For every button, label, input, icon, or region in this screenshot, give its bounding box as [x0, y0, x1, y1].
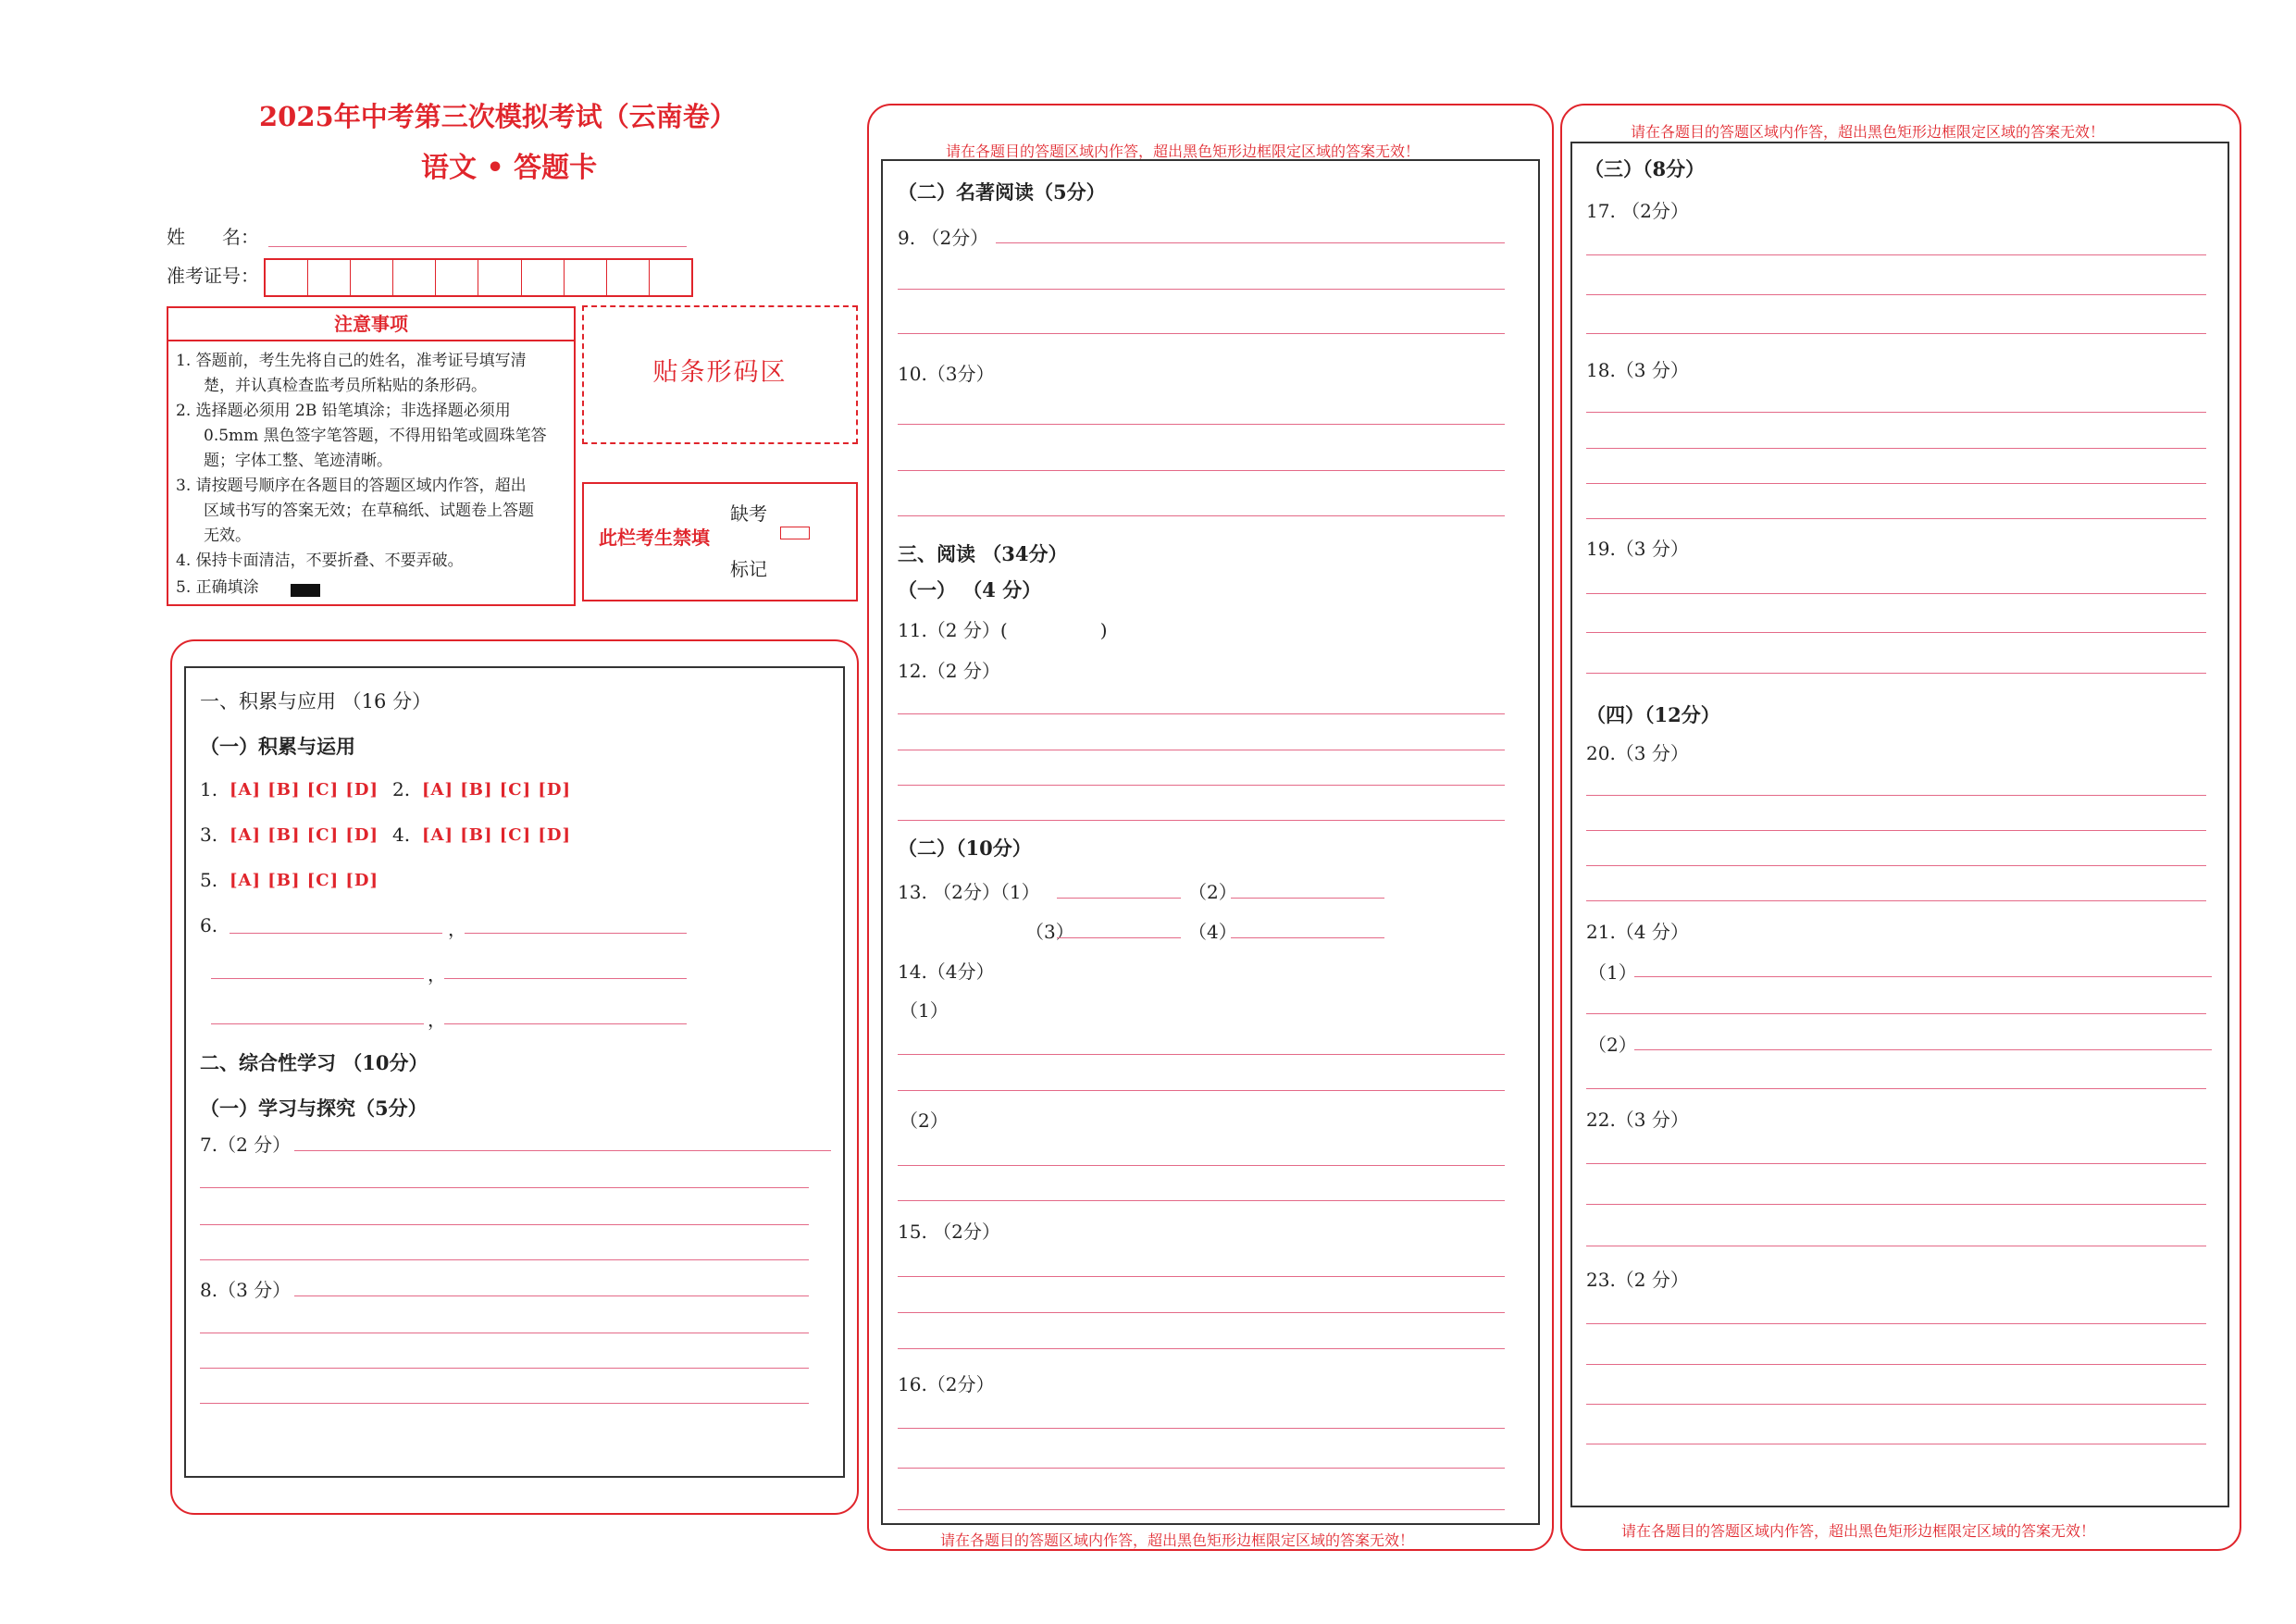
question-label: 18.（3 分）	[1586, 359, 1689, 381]
question-label: 8.（3 分）	[200, 1279, 292, 1301]
answer-line[interactable]	[1057, 898, 1181, 899]
answer-line[interactable]	[1586, 900, 2206, 901]
answer-line[interactable]	[898, 1348, 1505, 1349]
id-digit-box[interactable]	[522, 260, 565, 295]
id-digit-box[interactable]	[478, 260, 521, 295]
answer-line[interactable]	[1586, 483, 2206, 484]
answer-line[interactable]	[1586, 795, 2206, 796]
filled-mark-sample	[291, 584, 320, 597]
notice-item: 3. 请按题号顺序在各题目的答题区域内作答，超出	[176, 477, 527, 495]
answer-line[interactable]	[1586, 830, 2206, 831]
answer-line[interactable]	[1586, 333, 2206, 334]
question-label: 14.（4分）	[898, 961, 995, 983]
answer-line[interactable]	[996, 242, 1505, 243]
question-label: 13. （2分）（1）	[898, 881, 1040, 903]
section-heading: 三、阅读 （34分）	[898, 542, 1068, 565]
answer-frame-3	[1570, 142, 2229, 1507]
answer-line[interactable]	[211, 1023, 424, 1024]
notice-box	[167, 306, 576, 606]
answer-line[interactable]	[898, 713, 1505, 714]
answer-line[interactable]	[1231, 898, 1384, 899]
id-digit-box[interactable]	[436, 260, 478, 295]
answer-line[interactable]	[1586, 1204, 2206, 1205]
comma: ，	[448, 918, 466, 940]
comma: ，	[428, 1009, 446, 1031]
answer-line[interactable]	[898, 820, 1505, 821]
question-label: 20.（3 分）	[1586, 742, 1689, 764]
page-subtitle: 语文 • 答题卡	[421, 152, 598, 184]
question-label: 19.（3 分）	[1586, 538, 1689, 560]
choice-options[interactable]: [A] [B] [C] [D]	[230, 780, 379, 800]
boundary-warning: 请在各题目的答题区域内作答，超出黑色矩形边框限定区域的答案无效！	[1631, 123, 2105, 141]
sub-part-label: （4）	[1188, 921, 1237, 943]
page-title: 2025年中考第三次模拟考试（云南卷）	[259, 101, 737, 132]
answer-line[interactable]	[1586, 1364, 2206, 1365]
answer-line[interactable]	[898, 1312, 1505, 1313]
notice-item: 4. 保持卡面清洁，不要折叠、不要弄破。	[176, 552, 464, 570]
answer-line[interactable]	[898, 424, 1505, 425]
question-number: 3.	[200, 824, 218, 846]
notice-item: 0.5mm 黑色签字笔答题，不得用铅笔或圆珠笔答	[204, 427, 547, 445]
boundary-warning: 请在各题目的答题区域内作答，超出黑色矩形边框限定区域的答案无效！	[1621, 1522, 2096, 1540]
absent-bottom-text: 标记	[730, 558, 767, 580]
exam-id-label: 准考证号：	[167, 265, 259, 287]
answer-line[interactable]	[898, 1276, 1505, 1277]
question-label: 9. （2分）	[898, 227, 989, 249]
sub-part-label: （2）	[900, 1110, 949, 1132]
answer-line[interactable]	[898, 785, 1505, 786]
answer-line[interactable]	[898, 470, 1505, 471]
id-digit-box[interactable]	[393, 260, 436, 295]
section-heading: 一、积累与应用 （16 分）	[200, 690, 432, 713]
question-label: 16.（2分）	[898, 1373, 995, 1395]
id-digit-box[interactable]	[607, 260, 650, 295]
notice-item: 楚，并认真检查监考员所粘贴的条形码。	[204, 377, 487, 395]
choice-options[interactable]: [A] [B] [C] [D]	[422, 780, 572, 800]
section-subheading: （三）（8分）	[1584, 157, 1706, 180]
name-input-line[interactable]	[268, 246, 687, 247]
answer-line[interactable]	[898, 1428, 1505, 1429]
sub-part-label: （2）	[1188, 881, 1237, 903]
answer-line[interactable]	[1586, 518, 2206, 519]
answer-line[interactable]	[1586, 632, 2206, 633]
barcode-label: 贴条形码区	[652, 358, 788, 387]
id-digit-box[interactable]	[351, 260, 393, 295]
answer-line[interactable]	[200, 1403, 809, 1404]
absent-box	[582, 482, 858, 601]
question-label: 12.（2 分）	[898, 660, 1000, 682]
answer-line[interactable]	[1586, 1163, 2206, 1164]
choice-options[interactable]: [A] [B] [C] [D]	[230, 825, 379, 845]
id-digit-box[interactable]	[308, 260, 351, 295]
answer-line[interactable]	[898, 1200, 1505, 1201]
name-label: 姓 名：	[167, 226, 259, 248]
answer-line[interactable]	[1586, 294, 2206, 295]
question-label: 17. （2分）	[1586, 200, 1689, 222]
choice-options[interactable]: [A] [B] [C] [D]	[230, 871, 379, 890]
notice-item: 区域书写的答案无效；在草稿纸、试题卷上答题	[204, 502, 534, 520]
absent-label: 此栏考生禁填	[599, 527, 710, 549]
id-digit-box[interactable]	[565, 260, 607, 295]
answer-line[interactable]	[898, 1054, 1505, 1055]
section-heading: 二、综合性学习 （10分）	[200, 1051, 428, 1074]
question-label: 11.（2 分）( )	[898, 619, 1108, 641]
question-label: 10.（3分）	[898, 363, 995, 385]
boundary-warning: 请在各题目的答题区域内作答，超出黑色矩形边框限定区域的答案无效！	[946, 143, 1421, 160]
sub-part-label: （1）	[900, 999, 949, 1022]
answer-line[interactable]	[200, 1368, 809, 1369]
answer-line[interactable]	[1057, 937, 1181, 938]
comma: ，	[428, 963, 446, 986]
answer-line[interactable]	[465, 933, 687, 934]
answer-line[interactable]	[200, 1187, 809, 1188]
section-subheading: （四）（12分）	[1586, 703, 1720, 726]
answer-line[interactable]	[294, 1150, 831, 1151]
notice-item: 题；字体工整、笔迹清晰。	[204, 452, 392, 470]
answer-line[interactable]	[898, 1090, 1505, 1091]
answer-line[interactable]	[1634, 976, 2212, 977]
answer-line[interactable]	[1634, 1049, 2212, 1050]
answer-line[interactable]	[1586, 448, 2206, 449]
answer-line[interactable]	[1586, 593, 2206, 594]
answer-line[interactable]	[1586, 1323, 2206, 1324]
question-label: 22.（3 分）	[1586, 1109, 1689, 1131]
sub-part-label: （1）	[1588, 961, 1637, 984]
barcode-area	[582, 305, 858, 444]
answer-line[interactable]	[211, 978, 424, 979]
question-label: 23.（2 分）	[1586, 1269, 1689, 1291]
answer-line[interactable]	[1586, 673, 2206, 674]
question-label: 15. （2分）	[898, 1221, 1000, 1243]
question-number: 5.	[200, 869, 218, 891]
choice-options[interactable]: [A] [B] [C] [D]	[422, 825, 572, 845]
answer-line[interactable]	[200, 1259, 809, 1260]
question-number: 2.	[392, 778, 411, 800]
notice-item: 无效。	[204, 527, 251, 545]
exam-id-boxes[interactable]	[264, 258, 693, 297]
answer-line[interactable]	[1231, 937, 1384, 938]
notice-item: 2. 选择题必须用 2B 铅笔填涂；非选择题必须用	[176, 402, 511, 420]
question-number: 4.	[392, 824, 411, 846]
answer-line[interactable]	[200, 1224, 809, 1225]
section-subheading: （一） （4 分）	[898, 578, 1042, 601]
answer-line[interactable]	[444, 1023, 687, 1024]
section-subheading: （二）名著阅读（5分）	[898, 180, 1106, 204]
answer-line[interactable]	[444, 978, 687, 979]
notice-title: 注意事项	[168, 308, 574, 341]
answer-line[interactable]	[1586, 412, 2206, 413]
answer-line[interactable]	[1586, 1404, 2206, 1405]
section-subheading: （一）学习与探究（5分）	[200, 1097, 428, 1120]
notice-item: 5. 正确填涂	[176, 578, 259, 597]
answer-line[interactable]	[230, 933, 442, 934]
answer-line[interactable]	[1586, 1013, 2206, 1014]
question-label: 21.（4 分）	[1586, 921, 1689, 943]
absent-mark-box[interactable]	[780, 527, 810, 539]
answer-line[interactable]	[294, 1295, 809, 1296]
answer-line[interactable]	[1586, 1088, 2206, 1089]
absent-top-text: 缺考	[730, 502, 767, 525]
sub-part-label: （2）	[1588, 1034, 1637, 1056]
question-number: 1.	[200, 778, 218, 800]
answer-line[interactable]	[898, 289, 1505, 290]
answer-line[interactable]	[898, 1165, 1505, 1166]
answer-line[interactable]	[898, 333, 1505, 334]
question-number: 6.	[200, 914, 218, 936]
id-digit-box[interactable]	[266, 260, 308, 295]
answer-line[interactable]	[898, 1509, 1505, 1510]
sub-part-label: （3）	[1025, 921, 1074, 943]
answer-line[interactable]	[898, 1468, 1505, 1469]
answer-line[interactable]	[1586, 865, 2206, 866]
answer-line[interactable]	[898, 515, 1505, 516]
id-digit-box[interactable]	[650, 260, 691, 295]
section-subheading: （一）积累与运用	[200, 735, 355, 758]
section-subheading: （二）（10分）	[898, 837, 1032, 860]
question-label: 7.（2 分）	[200, 1134, 292, 1156]
notice-item: 1. 答题前，考生先将自己的姓名，准考证号填写清	[176, 352, 527, 370]
answer-line[interactable]	[1586, 254, 2206, 255]
boundary-warning: 请在各题目的答题区域内作答，超出黑色矩形边框限定区域的答案无效！	[940, 1531, 1415, 1549]
